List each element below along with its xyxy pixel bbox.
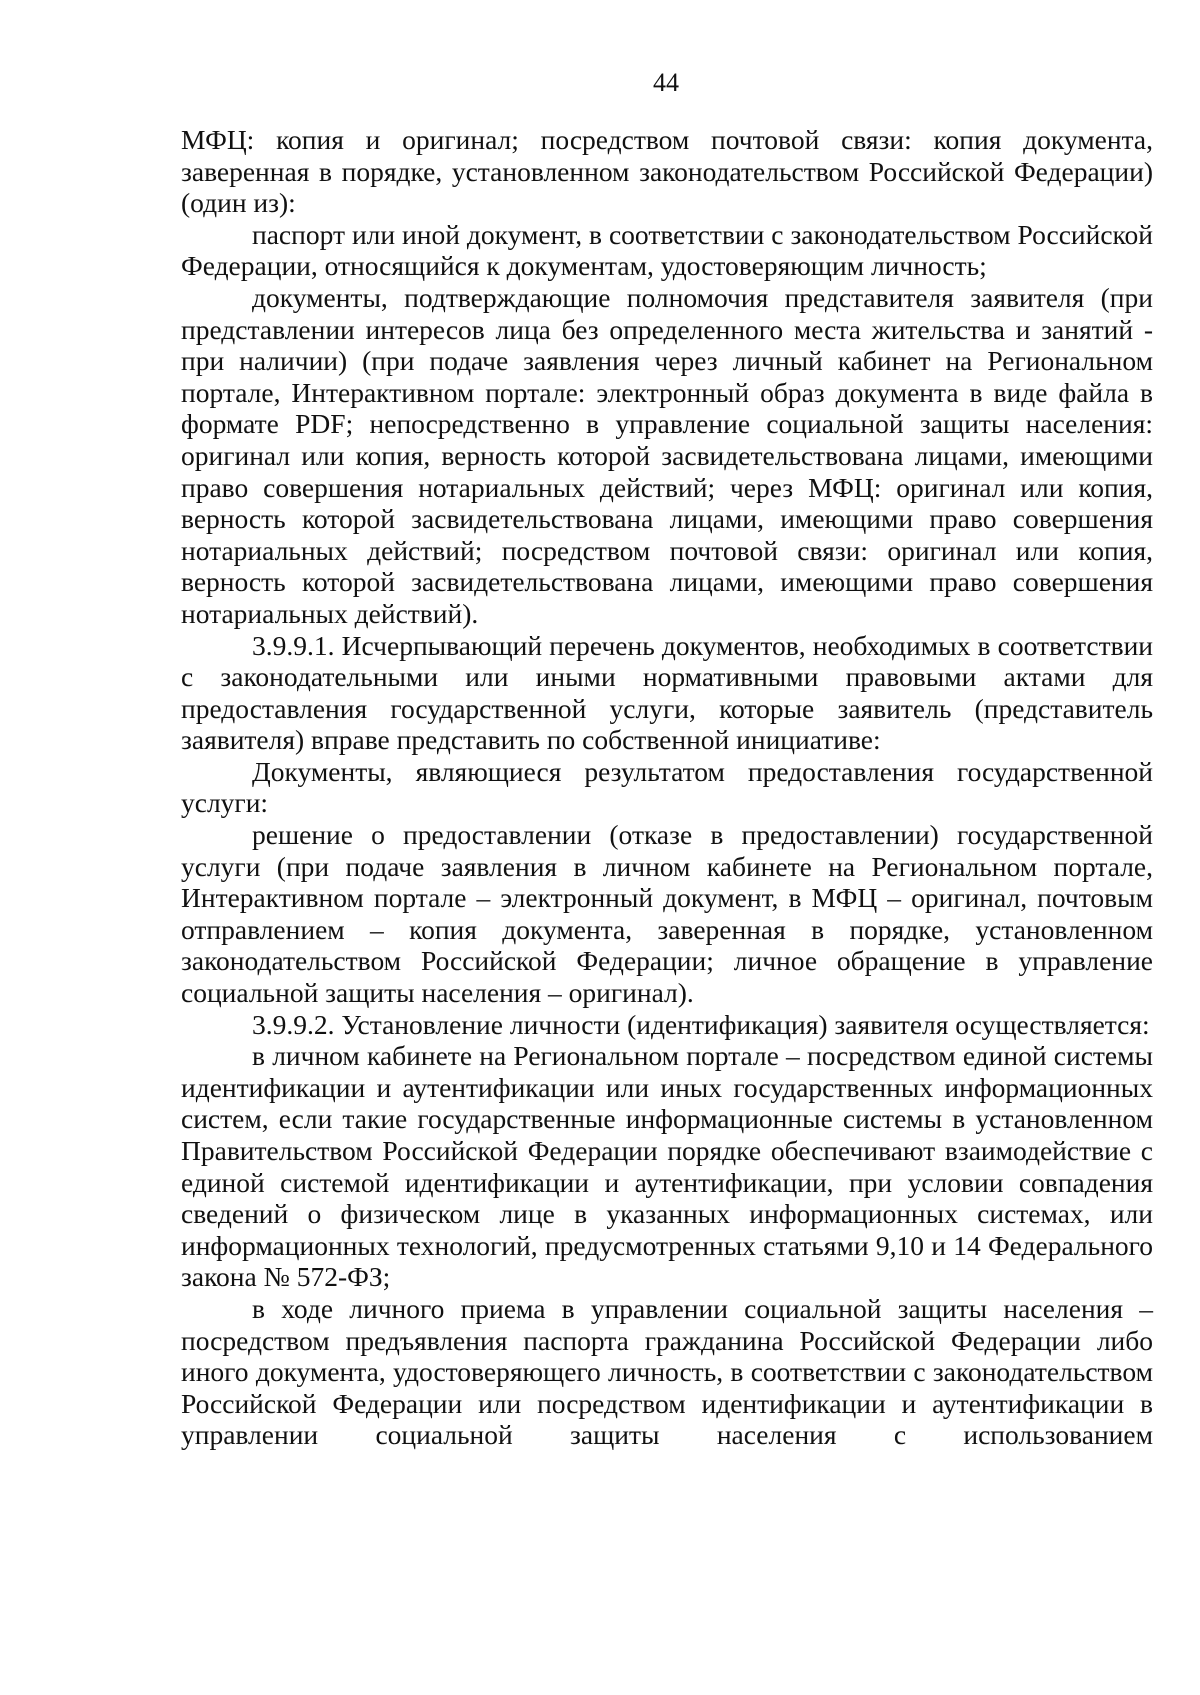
paragraph: МФЦ: копия и оригинал; посредством почтовой связи: копия документа, заверенная в порядке, установленном законодательством Российской Федерации) (один из):: [181, 124, 1153, 219]
paragraph: документы, подтверждающие полномочия представителя заявителя (при представлении интересов лица без определенного места жительства и занятий - при наличии) (при подаче заявления через личный кабинет на Региональном портале, Интерактивном портале: электронный образ документа в виде файла в формате PDF; непосредственно в управление социальной защиты населения: оригинал или копия, верность которой засвидетельствована лицами, имеющими право совершения нотариальных действий; через МФЦ: оригинал или копия, верность которой засвидетельствована лицами, имеющими право совершения нотариальных действий; посредством почтовой связи: оригинал или копия, верность которой засвидетельствована лицами, имеющими право совершения нотариальных действий).: [181, 281, 1153, 629]
paragraph: в ходе личного приема в управлении социальной защиты населения – посредством предъявления паспорта гражданина Российской Федерации либо иного документа, удостоверяющего личность, в соответствии с законодательством Российской Федерации или посредством идентификации и аутентификации в управлении социальной защиты населения с использованием: [181, 1292, 1153, 1451]
paragraph: решение о предоставлении (отказе в предоставлении) государственной услуги (при подаче заявления в личном кабинете на Региональном портале, Интерактивном портале – электронный документ, в МФЦ – оригинал, почтовым отправлением – копия документа, заверенная в порядке, установленном законодательством Российской Федерации; личное обращение в управление социальной защиты населения – оригинал).: [181, 819, 1153, 1009]
paragraph: паспорт или иной документ, в соответствии с законодательством Российской Федерации, относящийся к документам, удостоверяющим личность;: [181, 218, 1153, 282]
paragraph: 3.9.9.1. Исчерпывающий перечень документов, необходимых в соответствии с законодательными или иными нормативными правовыми актами для предоставления государственной услуги, которые заявитель (представитель заявителя) вправе представить по собственной инициативе:: [181, 629, 1153, 756]
document-body: [181, 124, 1153, 1451]
page-number: 44: [653, 68, 679, 97]
paragraph: Документы, являющиеся результатом предоставления государственной услуги:: [181, 755, 1153, 819]
paragraph: в личном кабинете на Региональном портале – посредством единой системы идентификации и аутентификации или иных государственных информационных систем, если такие государственные информационные системы в установленном Правительством Российской Федерации порядке обеспечивают взаимодействие с единой системой идентификации и аутентификации, при условии совпадения сведений о физическом лице в указанных информационных системах, или информационных технологий, предусмотренных статьями 9,10 и 14 Федерального закона № 572-ФЗ;: [181, 1040, 1153, 1293]
paragraph: 3.9.9.2. Установление личности (идентификация) заявителя осуществляется:: [252, 1008, 1150, 1040]
